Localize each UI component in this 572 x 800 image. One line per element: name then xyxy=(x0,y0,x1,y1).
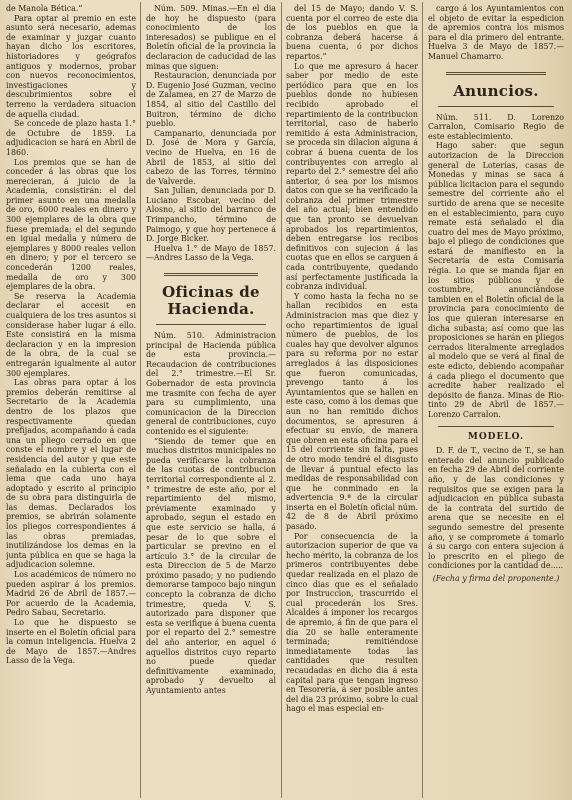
model-divider xyxy=(438,426,554,427)
heading-underline xyxy=(438,106,554,107)
paragraph: Para optar al premio en este asunto será necesario, ademas de examinar y juzgar cuanto hayan dicho los escritores, historiadores y geógrafos antiguos y modernos, probar con nuevos reconocimientos, investigaciones y descubrimientos sobre el terreno la verdadera situacion de aquella ciudad. xyxy=(6,13,136,119)
section-heading: Anuncios. xyxy=(453,81,539,100)
section-divider xyxy=(446,72,546,75)
paragraph: Las obras para optar á los premios deberán remitirse al Secretario de la Academia dentro de los plazos que respectivamente quedan prefijados, acompañando á cada una un pliego cerrado en que conste el nombre y el lugar de residencia del autor y que este señalado en la cubierta con el lema que cada uno haya adoptado y escrito al principio de su obra para distinguirla de las demas. Declarados los premios, se abrirán solamente los pliegos correspondientes á las obras premiadas, inutilizándose los demas en la junta pública en que se haga la adjudicacion solemne. xyxy=(6,378,136,570)
paragraph: Lo que me apresuro á hacer saber por medio de este periódico para que en los pueblos donde no hubiesen recibido aprobado el repartimiento de la contribucion territorial, caso de haberlo remitido á esta Administracion, se proceda sin dilacion alguna á cobrar á buena cuenta de los contribuyentes con arreglo al reparto del 2.° semestre del año anterior, ó sea por los mismos datos con que se ha verificado la cobranza del primer trimestre del año actual; bien entendido que tan pronto se devuelvan aprobados los repartimientos, deben entregarse los recibos definitivos con sujecion á las cuotas que en ellos se carguen á cada contribuyente, quedando así perfectamente justificada la cobranza individual. xyxy=(286,61,418,292)
column-4 xyxy=(428,4,564,794)
paragraph: Lo que he dispuesto se inserte en el Boletín oficial para la comun inteligencia. Huelva 2 de Mayo de 1857.—Andres Lasso de la Vega. xyxy=(6,618,136,666)
paragraph: San Julian, denunciada por D. Luciano Escobar, vecino del Alosno, al sitio del barranco de Trimpancho, término de Paimogo, y que hoy pertenece á D. Jorge Bicker. xyxy=(146,186,276,244)
section-divider xyxy=(164,273,258,276)
paragraph: Campanario, denunciada por D. José de Mora y García, vecino de Huelva, en 16 de Abril de 1853, al sitio del cabezo de las Torres, término de Valverde. xyxy=(146,128,276,186)
paragraph: “Siendo de temer que en muchos distritos municipales no pueda verificarse la cobranza de las cuotas de contribucion territorial correspondiente al 2.° trimestre de este año, por el repartimiento del mismo, préviamente examinado y aprobado, segun el estado en que este servicio se halla, á pesar de lo que sobre el particular se previno en el artículo 3.° de la circular de esta Direccion de 5 de Marzo próximo pasado; y no pudiendo demorarse tampoco bajo ningun concepto la cobranza de dicho trimestre, queda V. S. autorizado para disponer que esta se verifique á buena cuenta por el reparto del 2.° semestre del año anterior, en aquel ó aquellos distritos cuyo reparto no puede quedar definitivamente examinado, aprobado y devuelto al Ayuntamiento antes xyxy=(146,436,276,695)
paragraph: Restauracion, denunciada por D. Eugenio José Guzman, vecino de Zalamea, en 27 de Marzo de 1854, al sitio del Castillo del Buitron, término de dicho pueblo. xyxy=(146,71,276,129)
paragraph: de Manola Bética.” xyxy=(6,4,83,13)
column-2 xyxy=(146,4,276,794)
paragraph: Los académicos de número no pueden aspirar á los premios. Madrid 26 de Abril de 1857.—Por acuerdo de la Academia, Pedro Sabau, Secretario. xyxy=(6,570,136,618)
paragraph: Se concede de plazo hasta 1.° de Octubre de 1859. La adjudicacion se hará en Abril de 1860. xyxy=(6,119,136,157)
column-divider xyxy=(422,2,423,798)
paragraph: Núm. 511. D. Lorenzo Carralon, Comisario Regio de este establecimiento. xyxy=(428,112,564,141)
paragraph: del 15 de Mayo; dando V. S. cuenta por el correo de este dia de los pueblos en que la cobranza deberá hacerse á buena cuenta, ó por dichos repartos.” xyxy=(286,4,418,61)
column-divider xyxy=(140,2,141,798)
paragraph: cargo á los Ayuntamientos con el objeto de evitar la espedicion de apremios contra los mismos para el dia primero del entrante. Huelva 3 de Mayo de 1857.—Manuel Chamarro. xyxy=(428,4,564,61)
paragraph: Por consecuencia de la autorizacion superior de que va hecho mérito, la cobranza de los primeros contribuyentes debe quedar realizada en el plazo de cinco dias que es el señalado por Instruccion, trascurrido el cual procederán los Sres. Alcaldes á imponer los recargos de apremio, á fin de que para el dia 20 se halle enteramente terminada; remitiéndose inmediatamente todas las cantidades que resulten recaudadas en dicho dia á esta capital para que tengan ingreso en Tesorería, á ser posible antes del dia 23 próximo, sobre lo cual hago el mas especial en- xyxy=(286,531,418,714)
paragraph: Huelva 1.° de Mayo de 1857.—Andres Lasso de la Vega. xyxy=(146,243,276,263)
model-title: MODELO. xyxy=(467,431,525,442)
heading-underline xyxy=(156,324,266,325)
paragraph: D. F. de T., vecino de T., se han enterado del anuncio publicado en fecha 29 de Abril del corriente año, y de las condiciones y requisitos que se exigen para la adjudicacion en pública subasta de la contrata del surtido de arena que se necesite en el segundo semestre del presente año, y se compromete á tomarlo á su cargo con entera sujecion á lo prescrito en el pliego de condiciones por la cantidad de..... xyxy=(428,446,564,571)
paragraph: Núm. 509. Minas.—En el dia de hoy he dispuesto (para conocimiento de los interesados) se publique en el Boletín oficial de la provincia la declaracion de caducidad de las minas que siguen: xyxy=(146,4,276,71)
paragraph: Los premios que se han de conceder á las obras que los merecieran, á juicio de la Academia, consistirán: el del primer asunto en una medalla de oro, 6000 reales en dinero y 300 ejemplares de la obra que fuese premiada; el del segundo en igual medalla y número de ejemplares y 8000 reales vellon en dinero; y por el tercero se concederán 1200 reales, medalla de oro y 300 ejemplares de la obra. xyxy=(6,157,136,292)
column-1 xyxy=(6,4,136,794)
column-divider xyxy=(281,2,282,798)
column-3 xyxy=(286,4,418,794)
signature-line: (Fecha y firma del proponente.) xyxy=(432,573,560,583)
paragraph: Se reserva la Academia declarar el accesit en cualquiera de los tres asuntos si considerase haber lugar á ello. Este consistirá en la misma declaracion y en la impresion de la obra, de la cual se entregarán igualmente al autor 300 ejemplares. xyxy=(6,291,136,378)
paragraph: Hago saber: que segun autorizacion de la Direccion general de Loterías, casas de Monedas y minas se saca á pública licitacion para el segundo semestre del corriente año el surtido de arena que se necesite en el establecimiento, para cuyo remate está señalado el dia cuatro del mes de Mayo próximo, bajo el pliego de condiciones que estará de manifiesto en la Secretaría de esta Comisaría régia. Lo que se manda fijar en los sitios públicos y de costumbre, anunciándose tambien en el Boletín oficial de la provincia para conocimiento de los que quieran interesarse en dicha subasta; así como que las proposiciones se harán en pliegos cerrados literalmente arreglados al modelo que se verá al final de este edicto, debiendo acompañar á cada pliego el documento que acredite haber realizado el depósito de fianza. Minas de Rio-tinto 29 de Abril de 1857.—Lorenzo Carralon. xyxy=(428,141,564,419)
paragraph: Y como hasta la fecha no se hallan recibidos en esta Administracion mas que diez y ocho repartimientos de igual número de pueblos, de los cuales hay que devolver algunos para su reforma por no estar arreglados á las disposiciones que fueron comunicadas, prevengo tanto á los Ayuntamientos que se hallen en este caso, como á los demas que aun no han remitido dichos documentos, se apresuren á efectuar su envío, de manera que obren en esta oficina para el 15 del corriente sin falta, pues de otro modo tendré el disgusto de llevar á puntual efecto las medidas de responsabilidad con que he conminado en la advertencia 9.ª de la circular inserta en el Boletín oficial núm. 42 de 8 de Abril próximo pasado. xyxy=(286,291,418,532)
section-heading: Oficinas de Hacienda. xyxy=(162,283,260,319)
paragraph: Núm. 510. Administracion principal de Hacienda pública de esta provincia.—Recaudacion de contribuciones del 2.° trimestre.—El Sr. Gobernador de esta provincia me trasmite con fecha de ayer para su cumplimiento, una comunicacion de la Direccion general de contribuciones, cuyo contenido es el siguiente: xyxy=(146,331,276,436)
